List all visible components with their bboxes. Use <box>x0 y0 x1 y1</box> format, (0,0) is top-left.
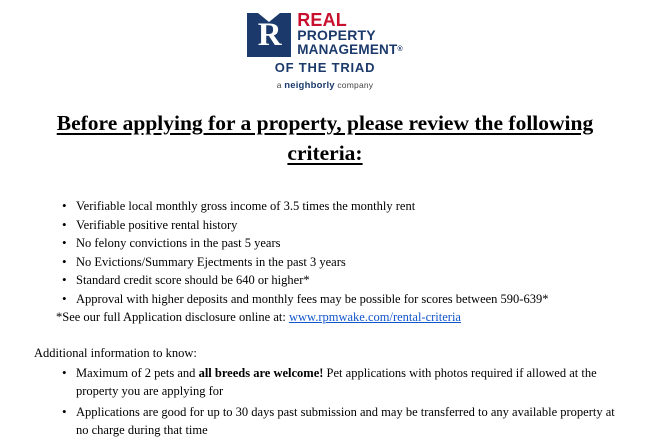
disclosure-note <box>56 309 620 327</box>
tagline-suffix: company <box>334 80 374 90</box>
list-item: • No Evictions/Summary Ejectments in the past 3 years <box>62 254 620 272</box>
item-text-start: Applications are good for up to 30 days past submission and may be transferred to any available property at no charge during that time <box>76 405 615 437</box>
list-item: • Standard credit score should be 640 or higher* <box>62 272 620 290</box>
item-text-start: Maximum of 2 pets and <box>76 366 199 380</box>
logo-region-line: OF THE TRIAD <box>274 60 376 75</box>
logo-wordmark <box>297 10 403 57</box>
additional-list <box>34 365 620 439</box>
list-item: • Verifiable positive rental history <box>62 217 620 235</box>
tagline-brand: neighborly <box>284 80 335 91</box>
list-item <box>62 404 620 439</box>
rental-criteria-link[interactable]: www.rpmwake.com/rental-criteria <box>288 310 461 324</box>
list-item: • Verifiable local monthly gross income of 3.5 times the monthly rent <box>62 198 620 216</box>
list-item: • No felony convictions in the past 5 years <box>62 235 620 253</box>
logo-line-management <box>297 42 403 57</box>
logo-tagline <box>277 80 374 91</box>
list-item <box>62 365 620 400</box>
logo-monogram-letter: R <box>257 17 281 53</box>
company-logo <box>0 0 650 91</box>
registered-mark: ® <box>397 46 403 53</box>
logo-management-text: MANAGEMENT <box>297 42 398 57</box>
logo-line-property: PROPERTY <box>297 27 376 43</box>
criteria-list <box>34 198 620 308</box>
list-item: • Approval with higher deposits and monthly fees may be possible for scores between 590-639* <box>62 291 620 309</box>
additional-heading: Additional information to know: <box>34 345 197 360</box>
item-text-end: Pet applications with photos required if allowed at the property you are applying for <box>76 366 597 398</box>
disclosure-text: *See our full Application disclosure online at: <box>56 310 286 324</box>
tagline-prefix: a <box>276 80 285 90</box>
house-monogram-icon <box>247 13 291 57</box>
document-body <box>0 198 650 439</box>
item-text-bold: all breeds are welcome! <box>198 366 324 380</box>
logo-line-real: REAL <box>297 10 347 30</box>
page-title: Before applying for a property, please review the following criteria: <box>56 111 594 165</box>
logo-main-row <box>247 10 403 57</box>
